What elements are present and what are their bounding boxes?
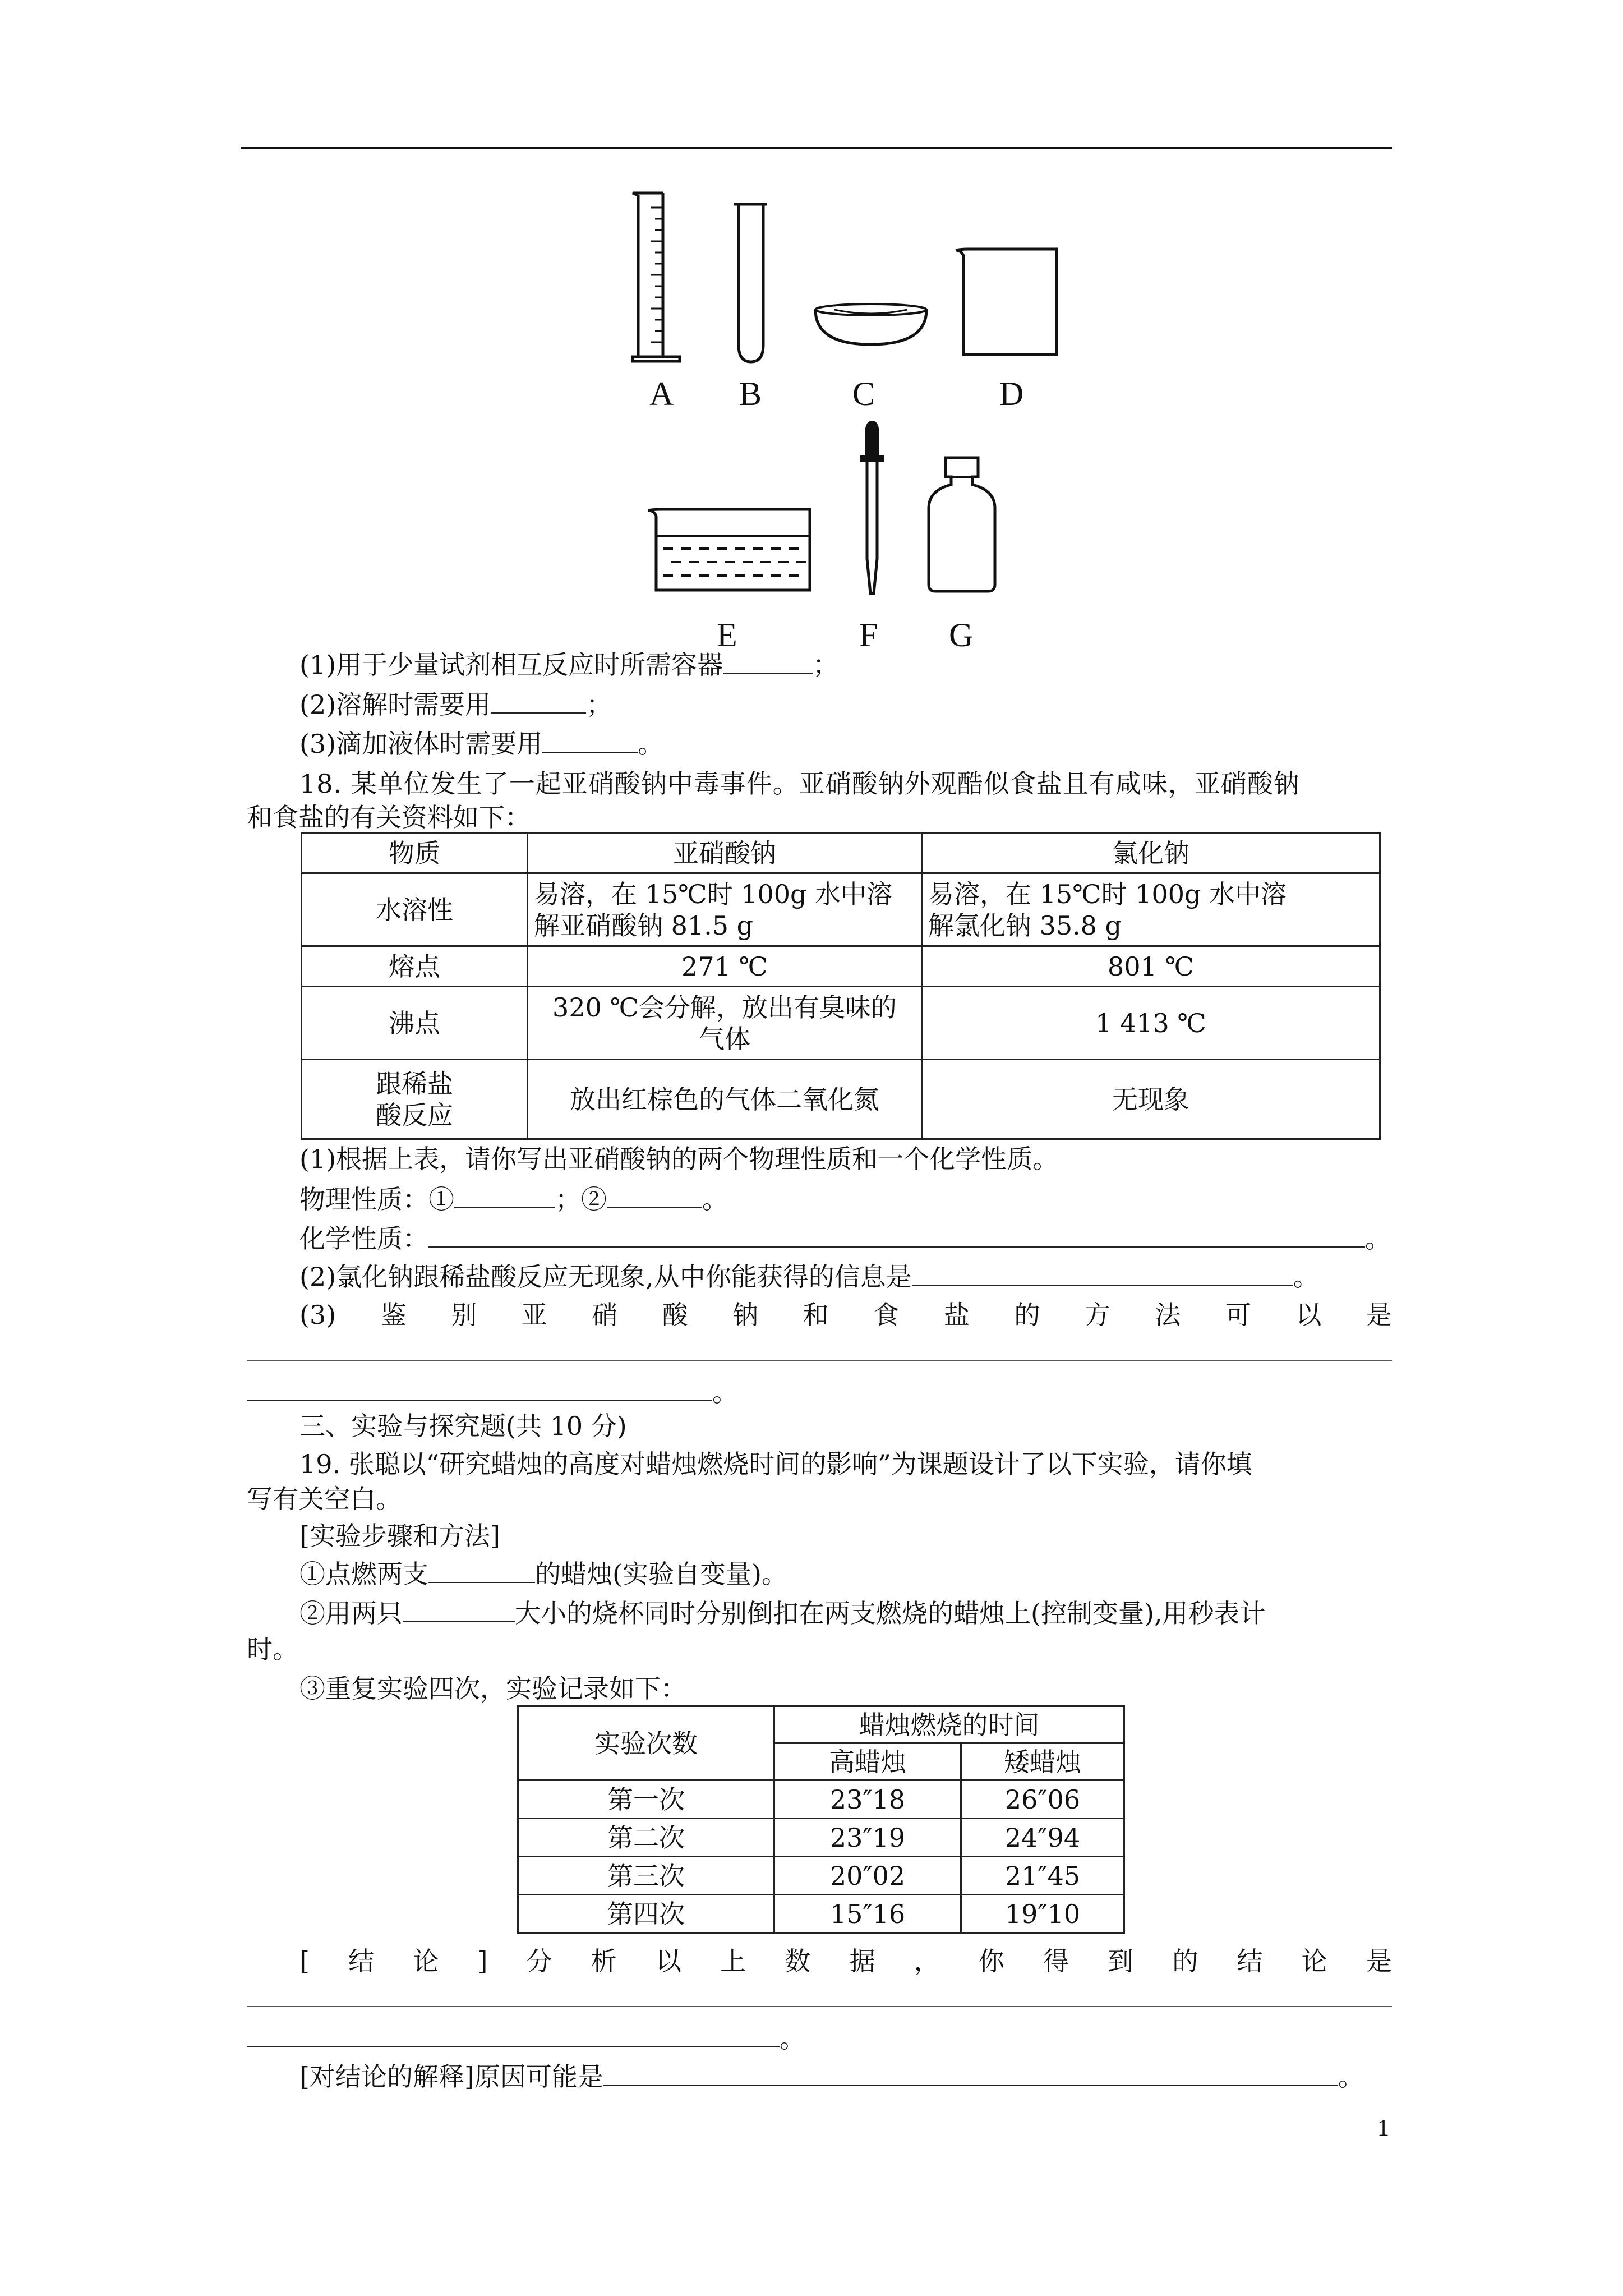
page-number: 1 bbox=[1377, 2115, 1389, 2141]
apparatus-label-c: C bbox=[852, 375, 875, 412]
q18-part2: (2)氯化钠跟稀盐酸反应无现象,从中你能获得的信息是 。 bbox=[299, 1260, 1319, 1294]
apparatus-label-a: A bbox=[649, 375, 674, 412]
candle-burning-time-table bbox=[517, 1705, 1125, 1934]
q18-intro-line1: 18. 某单位发生了一起亚硝酸钠中毒事件。亚硝酸钠外观酷似食盐且有咸味，亚硝酸钠 bbox=[299, 769, 1300, 799]
table-header-short-candle: 矮蜡烛 bbox=[961, 1743, 1124, 1780]
q18-part1: (1)根据上表，请你写出亚硝酸钠的两个物理性质和一个化学性质。 bbox=[299, 1144, 1059, 1174]
q17-answer-blank-3[interactable] bbox=[542, 727, 638, 753]
q18-part3: (3) 鉴 别 亚 硝 酸 钠 和 食 盐 的 方 法 可 以 是 bbox=[299, 1300, 1392, 1330]
q19-steps-header: [实验步骤和方法] bbox=[299, 1521, 500, 1551]
physical-property-blank-2[interactable] bbox=[607, 1182, 702, 1208]
table-row: 沸点 320 ℃会分解，放出有臭味的 气体 1 413 ℃ bbox=[302, 987, 1380, 1060]
chemical-property-blank[interactable] bbox=[428, 1222, 1365, 1248]
table-row: 熔点 271 ℃ 801 ℃ bbox=[302, 946, 1380, 987]
q18-method-blank[interactable] bbox=[247, 1375, 712, 1401]
sodium-nitrite-comparison-table bbox=[301, 832, 1381, 1140]
table-header-sodium-chloride: 氯化钠 bbox=[922, 833, 1380, 873]
q19-step2-blank[interactable] bbox=[403, 1596, 515, 1622]
q19-step2: ②用两只 大小的烧杯同时分别倒扣在两支燃烧的蜡烛上(控制变量),用秒表计 bbox=[299, 1596, 1266, 1630]
apparatus-label-g: G bbox=[949, 616, 974, 654]
q19-step1: ①点燃两支 的蜡烛(实验自变量)。 bbox=[299, 1557, 787, 1591]
q18-answer-line-1[interactable] bbox=[247, 1360, 1392, 1361]
table-header-substance: 物质 bbox=[302, 833, 528, 873]
table-row: 第二次 23″19 24″94 bbox=[518, 1819, 1124, 1857]
q19-intro-line2: 写有关空白。 bbox=[247, 1484, 402, 1514]
header-rule bbox=[241, 147, 1392, 149]
q18-info-blank[interactable] bbox=[912, 1260, 1293, 1286]
beaker-icon bbox=[953, 245, 1060, 360]
q19-step2-continued: 时。 bbox=[247, 1634, 298, 1664]
evaporating-dish-icon bbox=[812, 303, 930, 348]
graduated-cylinder-icon bbox=[628, 191, 690, 365]
q18-intro-line2: 和食盐的有关资料如下： bbox=[247, 802, 531, 832]
apparatus-label-f: F bbox=[859, 616, 878, 654]
table-header-tall-candle: 高蜡烛 bbox=[774, 1743, 961, 1780]
q17-part1: (1)用于少量试剂相互反应时所需容器 ； bbox=[299, 648, 838, 682]
test-tube-icon bbox=[732, 202, 771, 365]
table-header-trial: 实验次数 bbox=[518, 1706, 774, 1780]
table-row: 第四次 15″16 19″10 bbox=[518, 1895, 1124, 1933]
table-row: 第一次 23″18 26″06 bbox=[518, 1780, 1124, 1819]
q17-answer-blank-2[interactable] bbox=[491, 688, 586, 714]
q19-explanation-blank[interactable] bbox=[603, 2060, 1338, 2086]
q19-step3: ③重复实验四次，实验记录如下： bbox=[299, 1673, 686, 1704]
water-bath-icon bbox=[646, 505, 814, 595]
table-header-sodium-nitrite: 亚硝酸钠 bbox=[528, 833, 922, 873]
apparatus-label-d: D bbox=[999, 375, 1024, 412]
reagent-bottle-icon bbox=[925, 454, 998, 595]
table-row: 第三次 20″02 21″45 bbox=[518, 1857, 1124, 1895]
q18-physical-properties: 物理性质：① ；② 。 bbox=[299, 1182, 728, 1216]
q18-answer-line-2: 。 bbox=[247, 1375, 738, 1409]
apparatus-label-e: E bbox=[717, 616, 737, 654]
table-row: 跟稀盐 酸反应 放出红棕色的气体二氧化氮 无现象 bbox=[302, 1060, 1380, 1139]
dropper-icon bbox=[852, 418, 892, 598]
q19-intro-line1: 19. 张聪以“研究蜡烛的高度对蜡烛燃烧时间的影响”为课题设计了以下实验，请你填 bbox=[299, 1449, 1252, 1479]
q17-part2: (2)溶解时需要用 ； bbox=[299, 688, 612, 721]
q19-conclusion-prompt: [ 结 论 ] 分 析 以 上 数 据 ， 你 得 到 的 结 论 是 bbox=[299, 1946, 1392, 1976]
q19-conclusion-line-2: 。 bbox=[247, 2022, 805, 2055]
apparatus-label-b: B bbox=[739, 375, 762, 412]
physical-property-blank-1[interactable] bbox=[454, 1182, 555, 1208]
q19-conclusion-line-1[interactable] bbox=[247, 2006, 1392, 2007]
q18-chemical-property: 化学性质： 。 bbox=[299, 1222, 1391, 1255]
q19-step1-blank[interactable] bbox=[428, 1557, 535, 1583]
table-header-burning-time: 蜡烛燃烧的时间 bbox=[774, 1706, 1124, 1743]
section-3-title: 三、实验与探究题(共 10 分) bbox=[299, 1411, 627, 1441]
table-row: 水溶性 易溶，在 15℃时 100g 水中溶 解亚硝酸钠 81.5 g 易溶，在 15℃时 100g 水中溶 解氯化钠 35.8 g bbox=[302, 873, 1380, 946]
q17-part3: (3)滴加液体时需要用 。 bbox=[299, 727, 663, 761]
q17-answer-blank-1[interactable] bbox=[723, 648, 813, 674]
q19-conclusion-blank[interactable] bbox=[247, 2022, 780, 2047]
q19-explanation: [对结论的解释]原因可能是 。 bbox=[299, 2060, 1364, 2093]
